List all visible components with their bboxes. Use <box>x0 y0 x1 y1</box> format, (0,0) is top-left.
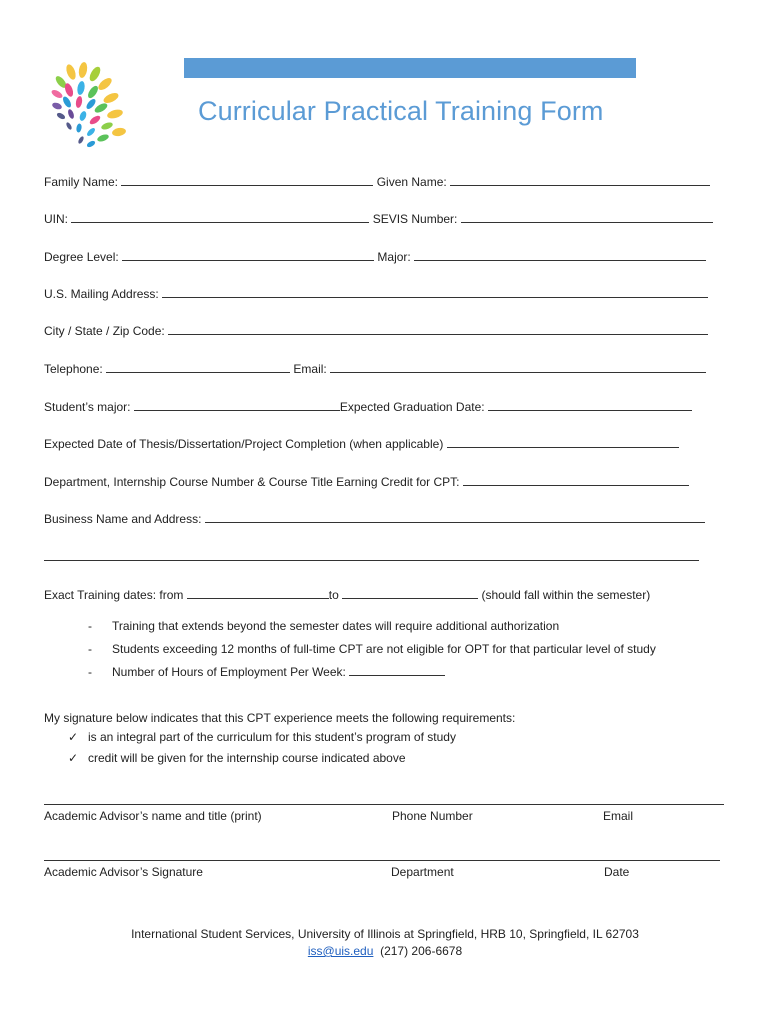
university-logo <box>45 60 135 150</box>
city-state-zip-label: City / State / Zip Code: <box>44 324 165 338</box>
requirement-text: credit will be given for the internship course indicated above <box>88 751 406 765</box>
training-note: (should fall within the semester) <box>481 588 651 602</box>
footer-address: International Student Services, University of Illinois at Springfield, HRB 10, Springfield, IL 62703 <box>131 927 639 941</box>
business-field[interactable] <box>205 512 705 523</box>
major-field[interactable] <box>414 250 706 261</box>
footer-contact <box>0 944 770 958</box>
degree-level-label: Degree Level: <box>44 250 119 264</box>
email-link[interactable]: iss@uis.edu <box>307 944 374 958</box>
dash-icon: - <box>88 619 92 633</box>
bullet-item <box>88 619 559 633</box>
dash-icon: - <box>88 665 92 679</box>
requirements-intro: My signature below indicates that this CPT experience meets the following requirements: <box>44 711 516 725</box>
uin-label: UIN: <box>44 212 68 226</box>
email-sig-label: Email <box>603 809 634 823</box>
uin-row <box>44 212 713 226</box>
mailing-row <box>44 287 708 301</box>
contact-row <box>44 362 706 376</box>
sevis-label: SEVIS Number: <box>372 212 458 226</box>
requirement-item <box>68 751 406 765</box>
major-label: Major: <box>377 250 411 264</box>
checkmark-icon: ✓ <box>68 730 79 744</box>
advisor-name-signature-line[interactable] <box>44 804 724 805</box>
business-field-line-2[interactable] <box>44 550 699 561</box>
name-row <box>44 175 710 189</box>
header-accent-bar <box>184 58 636 78</box>
hours-per-week-field[interactable] <box>349 665 445 676</box>
sevis-field[interactable] <box>461 212 713 223</box>
family-name-field[interactable] <box>121 175 373 186</box>
uin-field[interactable] <box>71 212 369 223</box>
checkmark-icon: ✓ <box>68 751 79 765</box>
phone-number-label: Phone Number <box>392 809 473 823</box>
dash-icon: - <box>88 642 92 656</box>
department-course-label: Department, Internship Course Number & Course Title Earning Credit for CPT: <box>44 475 460 489</box>
mailing-address-field[interactable] <box>162 287 708 298</box>
bullet-item <box>88 642 656 656</box>
students-major-field[interactable] <box>134 400 340 411</box>
bullet-text: Number of Hours of Employment Per Week: <box>112 665 346 679</box>
training-dates-row <box>44 588 650 602</box>
advisor-signature-line[interactable] <box>44 860 720 861</box>
department-label: Department <box>391 865 454 879</box>
thesis-row <box>44 437 679 451</box>
major-grad-row <box>44 400 692 414</box>
department-row <box>44 475 689 489</box>
business-label: Business Name and Address: <box>44 512 202 526</box>
requirement-text: is an integral part of the curriculum for this student’s program of study <box>88 730 456 744</box>
email-label: Email: <box>293 362 327 376</box>
given-name-field[interactable] <box>450 175 710 186</box>
telephone-label: Telephone: <box>44 362 103 376</box>
degree-row <box>44 250 706 264</box>
bullet-item <box>88 665 445 679</box>
training-from-field[interactable] <box>187 588 329 599</box>
advisor-name-label: Academic Advisor’s name and title (print) <box>44 809 262 823</box>
business-row <box>44 512 705 526</box>
mailing-address-label: U.S. Mailing Address: <box>44 287 159 301</box>
phone-text: (217) 206-6678 <box>380 944 463 958</box>
family-name-label: Family Name: <box>44 175 119 189</box>
training-to-field[interactable] <box>342 588 478 599</box>
training-to-label: to <box>328 588 339 602</box>
training-from-label: Exact Training dates: from <box>44 588 184 602</box>
city-row <box>44 324 708 338</box>
email-field[interactable] <box>330 362 706 373</box>
expected-graduation-field[interactable] <box>488 400 692 411</box>
thesis-completion-label: Expected Date of Thesis/Dissertation/Project Completion (when applicable) <box>44 437 444 451</box>
date-label: Date <box>604 865 630 879</box>
department-course-field[interactable] <box>463 475 689 486</box>
given-name-label: Given Name: <box>376 175 447 189</box>
expected-graduation-label: Expected Graduation Date: <box>339 400 485 414</box>
business-row-2 <box>44 550 699 564</box>
students-major-label: Student’s major: <box>44 400 131 414</box>
page-title: Curricular Practical Training Form <box>198 96 604 126</box>
degree-level-field[interactable] <box>122 250 374 261</box>
requirement-item <box>68 730 456 744</box>
thesis-completion-field[interactable] <box>447 437 679 448</box>
bullet-text: Training that extends beyond the semester dates will require additional authorization <box>112 619 560 633</box>
advisor-signature-label: Academic Advisor’s Signature <box>44 865 203 879</box>
city-state-zip-field[interactable] <box>168 324 708 335</box>
telephone-field[interactable] <box>106 362 290 373</box>
bullet-text: Students exceeding 12 months of full-time CPT are not eligible for OPT for that particular level of study <box>112 642 656 656</box>
